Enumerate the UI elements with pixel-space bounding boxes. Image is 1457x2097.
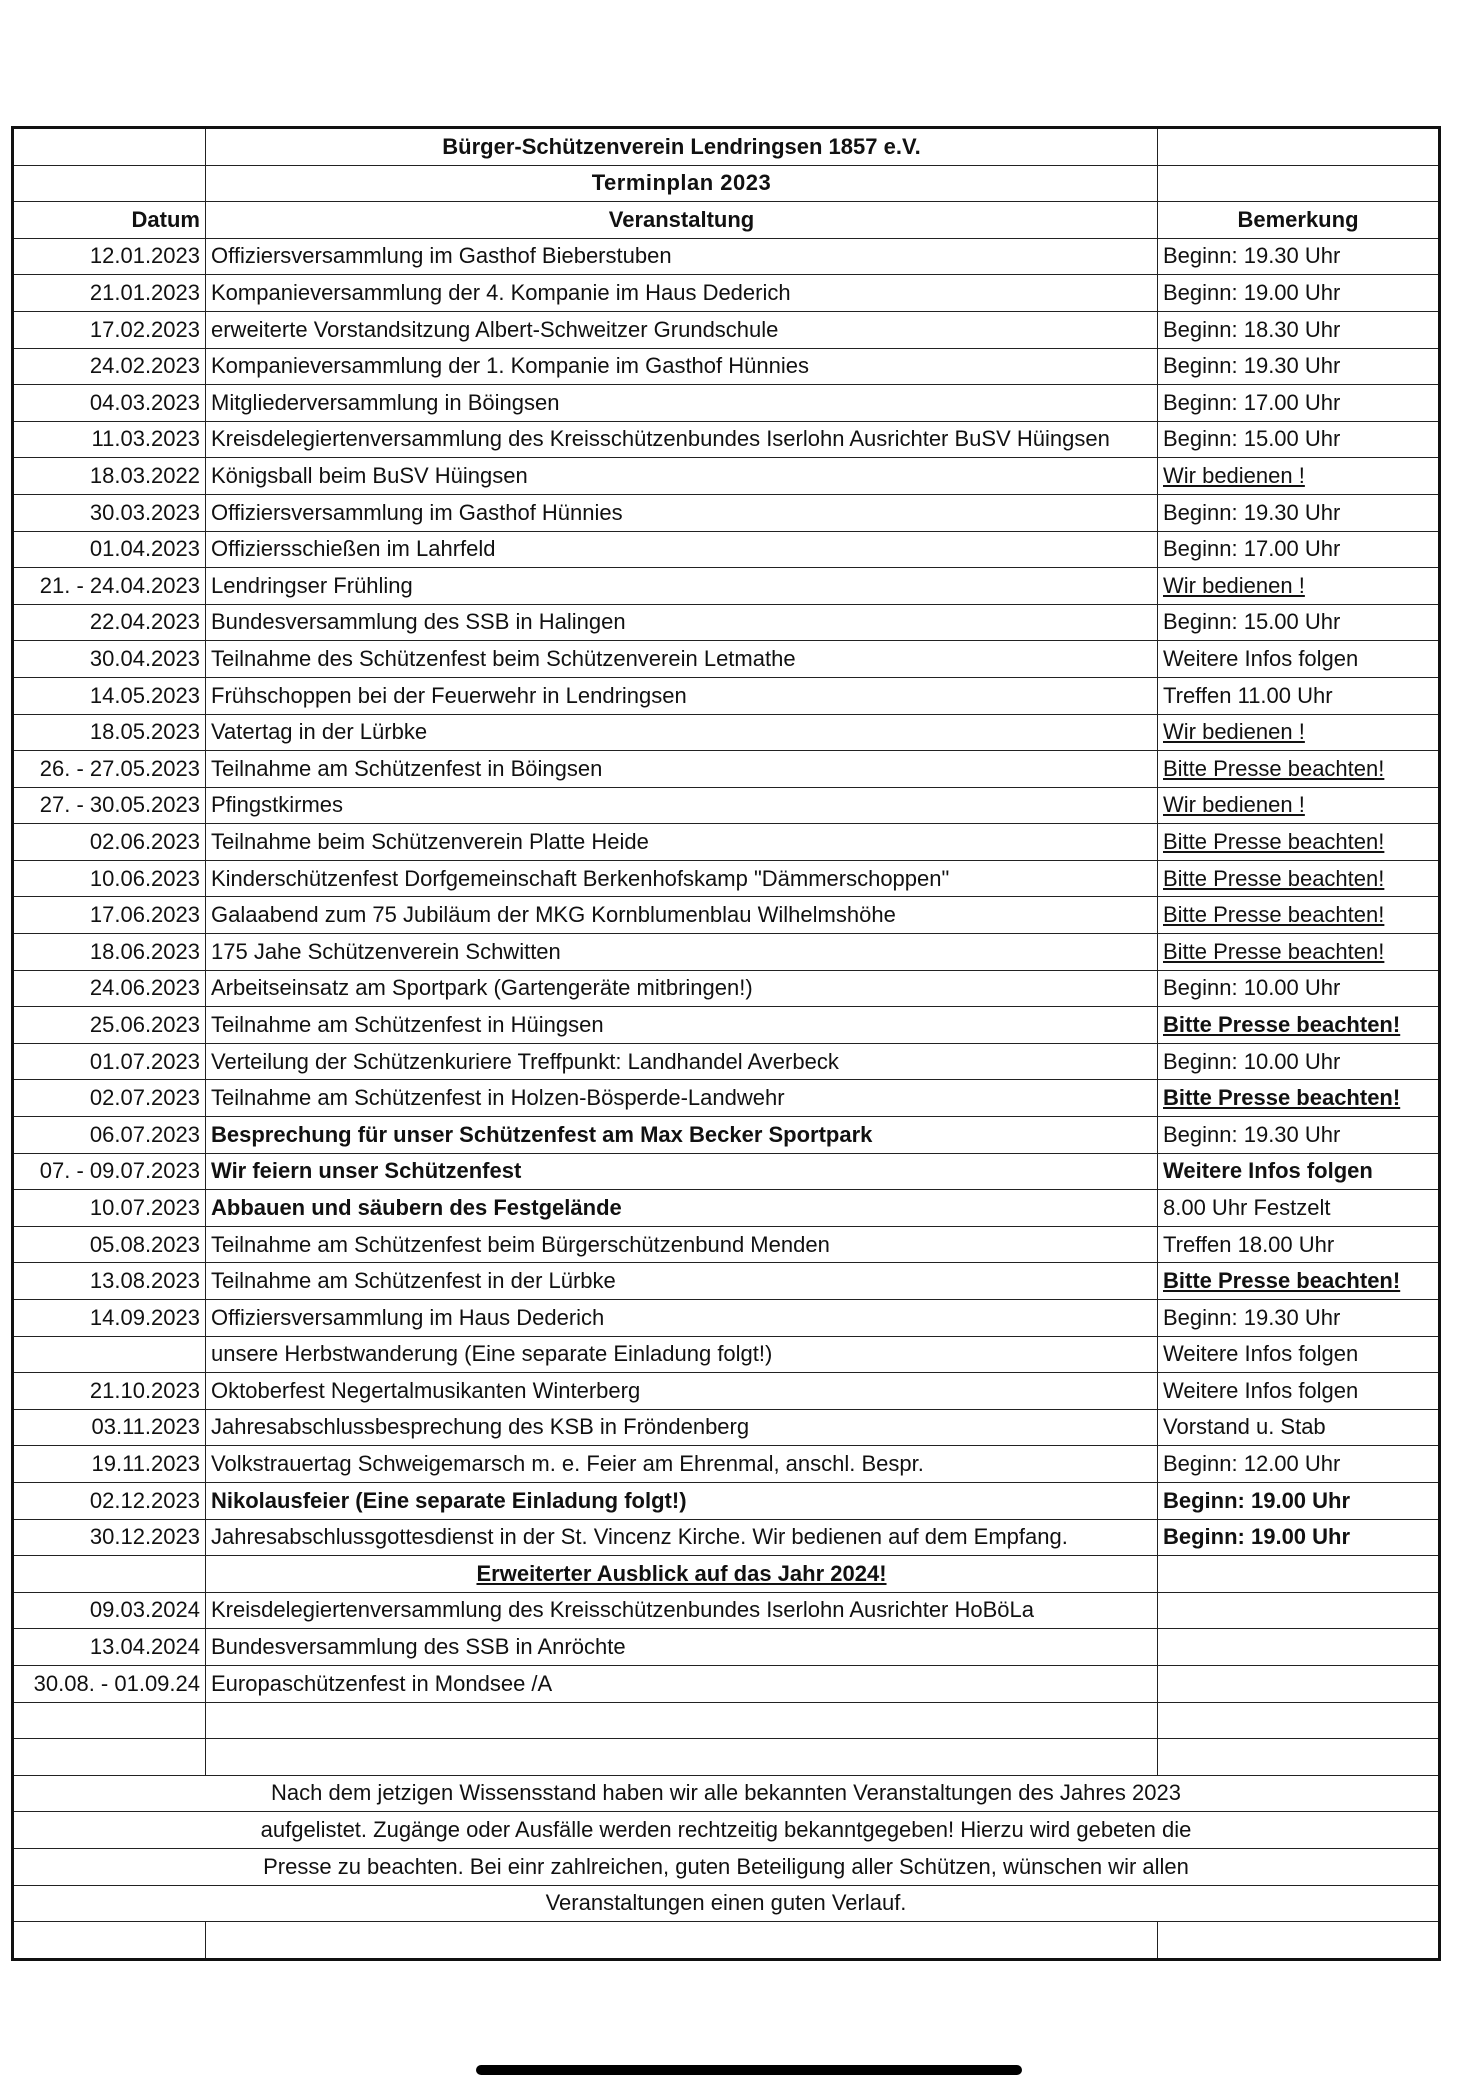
event-date: 10.06.2023 bbox=[13, 860, 206, 897]
event-date: 04.03.2023 bbox=[13, 385, 206, 422]
empty-cell bbox=[13, 1556, 206, 1593]
empty-cell bbox=[1158, 1556, 1440, 1593]
event-name: Nikolausfeier (Eine separate Einladung folgt!) bbox=[206, 1482, 1158, 1519]
event-note: Treffen 11.00 Uhr bbox=[1158, 677, 1440, 714]
event-name: Verteilung der Schützenkuriere Treffpunkt: Landhandel Averbeck bbox=[206, 1043, 1158, 1080]
event-date: 14.05.2023 bbox=[13, 677, 206, 714]
event-name: Wir feiern unser Schützenfest bbox=[206, 1153, 1158, 1190]
closing-note-line: Presse zu beachten. Bei einr zahlreichen, guten Beteiligung aller Schützen, wünschen wir allen bbox=[13, 1848, 1440, 1885]
table-row bbox=[13, 1446, 1440, 1483]
event-note: Beginn: 17.00 Uhr bbox=[1158, 531, 1440, 568]
event-note: Bitte Presse beachten! bbox=[1158, 860, 1440, 897]
event-note: Beginn: 10.00 Uhr bbox=[1158, 970, 1440, 1007]
table-row bbox=[13, 1519, 1440, 1556]
event-date: 02.07.2023 bbox=[13, 1080, 206, 1117]
event-date: 17.06.2023 bbox=[13, 897, 206, 934]
event-name: unsere Herbstwanderung (Eine separate Einladung folgt!) bbox=[206, 1336, 1158, 1373]
table-row bbox=[13, 897, 1440, 934]
event-name: Jahresabschlussbesprechung des KSB in Fröndenberg bbox=[206, 1409, 1158, 1446]
event-note: Wir bedienen ! bbox=[1158, 787, 1440, 824]
event-note: Weitere Infos folgen bbox=[1158, 1153, 1440, 1190]
event-date: 25.06.2023 bbox=[13, 1007, 206, 1044]
event-date: 07. - 09.07.2023 bbox=[13, 1153, 206, 1190]
event-note: Weitere Infos folgen bbox=[1158, 1373, 1440, 1410]
event-name: Abbauen und säubern des Festgelände bbox=[206, 1190, 1158, 1227]
event-name: Volkstrauertag Schweigemarsch m. e. Feier am Ehrenmal, anschl. Bespr. bbox=[206, 1446, 1158, 1483]
event-name: Königsball beim BuSV Hüingsen bbox=[206, 458, 1158, 495]
event-name: Teilnahme am Schützenfest in Böingsen bbox=[206, 751, 1158, 788]
event-name: Bundesversammlung des SSB in Anröchte bbox=[206, 1629, 1158, 1666]
event-name: Jahresabschlussgottesdienst in der St. Vincenz Kirche. Wir bedienen auf dem Empfang. bbox=[206, 1519, 1158, 1556]
event-name: Besprechung für unser Schützenfest am Max Becker Sportpark bbox=[206, 1117, 1158, 1154]
table-row bbox=[13, 494, 1440, 531]
empty-cell bbox=[13, 1922, 206, 1960]
event-date: 26. - 27.05.2023 bbox=[13, 751, 206, 788]
table-row bbox=[13, 348, 1440, 385]
event-date: 10.07.2023 bbox=[13, 1190, 206, 1227]
event-note: Beginn: 19.00 Uhr bbox=[1158, 275, 1440, 312]
table-row bbox=[13, 311, 1440, 348]
outlook-title: Erweiterter Ausblick auf das Jahr 2024! bbox=[206, 1556, 1158, 1593]
table-row bbox=[13, 1629, 1440, 1666]
event-name: Kinderschützenfest Dorfgemeinschaft Berkenhofskamp "Dämmerschoppen" bbox=[206, 860, 1158, 897]
table-row bbox=[13, 568, 1440, 605]
closing-note-line: Veranstaltungen einen guten Verlauf. bbox=[13, 1885, 1440, 1922]
home-indicator-bar bbox=[476, 2065, 1022, 2075]
event-note: Beginn: 10.00 Uhr bbox=[1158, 1043, 1440, 1080]
event-note: Beginn: 19.30 Uhr bbox=[1158, 1300, 1440, 1337]
event-note: Weitere Infos folgen bbox=[1158, 641, 1440, 678]
event-note: Beginn: 15.00 Uhr bbox=[1158, 604, 1440, 641]
event-name: Bundesversammlung des SSB in Halingen bbox=[206, 604, 1158, 641]
event-name: Offiziersschießen im Lahrfeld bbox=[206, 531, 1158, 568]
event-date: 01.07.2023 bbox=[13, 1043, 206, 1080]
table-row bbox=[13, 1080, 1440, 1117]
event-date: 27. - 30.05.2023 bbox=[13, 787, 206, 824]
empty-cell bbox=[13, 1739, 206, 1776]
table-row bbox=[13, 1482, 1440, 1519]
event-date: 01.04.2023 bbox=[13, 531, 206, 568]
event-name: Galaabend zum 75 Jubiläum der MKG Kornblumenblau Wilhelmshöhe bbox=[206, 897, 1158, 934]
event-date: 30.03.2023 bbox=[13, 494, 206, 531]
event-name: Pfingstkirmes bbox=[206, 787, 1158, 824]
event-note: Bitte Presse beachten! bbox=[1158, 897, 1440, 934]
event-note bbox=[1158, 1629, 1440, 1666]
table-row bbox=[13, 1263, 1440, 1300]
event-date: 21.10.2023 bbox=[13, 1373, 206, 1410]
event-name: Frühschoppen bei der Feuerwehr in Lendringsen bbox=[206, 677, 1158, 714]
table-row bbox=[13, 238, 1440, 275]
event-note: Beginn: 17.00 Uhr bbox=[1158, 385, 1440, 422]
closing-note-line: aufgelistet. Zugänge oder Ausfälle werden rechtzeitig bekanntgegeben! Hierzu wird gebeten die bbox=[13, 1812, 1440, 1849]
event-date: 06.07.2023 bbox=[13, 1117, 206, 1154]
table-row bbox=[13, 385, 1440, 422]
event-date: 14.09.2023 bbox=[13, 1300, 206, 1337]
event-name: Offiziersversammlung im Gasthof Hünnies bbox=[206, 494, 1158, 531]
title-row bbox=[13, 128, 1440, 166]
closing-note-row bbox=[13, 1885, 1440, 1922]
event-date: 18.05.2023 bbox=[13, 714, 206, 751]
header-datum: Datum bbox=[13, 202, 206, 239]
empty-cell bbox=[1158, 1702, 1440, 1739]
table-row bbox=[13, 458, 1440, 495]
event-note: Beginn: 19.00 Uhr bbox=[1158, 1482, 1440, 1519]
table-row bbox=[13, 714, 1440, 751]
event-note: 8.00 Uhr Festzelt bbox=[1158, 1190, 1440, 1227]
closing-note-row bbox=[13, 1848, 1440, 1885]
event-name: Offiziersversammlung im Gasthof Bieberstuben bbox=[206, 238, 1158, 275]
event-date: 02.12.2023 bbox=[13, 1482, 206, 1519]
event-note: Bitte Presse beachten! bbox=[1158, 751, 1440, 788]
event-date: 02.06.2023 bbox=[13, 824, 206, 861]
event-date: 13.08.2023 bbox=[13, 1263, 206, 1300]
event-date: 21. - 24.04.2023 bbox=[13, 568, 206, 605]
event-note: Beginn: 19.30 Uhr bbox=[1158, 348, 1440, 385]
table-row bbox=[13, 1043, 1440, 1080]
table-row bbox=[13, 1153, 1440, 1190]
event-name: Teilnahme am Schützenfest in Holzen-Bösperde-Landwehr bbox=[206, 1080, 1158, 1117]
event-date: 24.02.2023 bbox=[13, 348, 206, 385]
table-row bbox=[13, 860, 1440, 897]
empty-row bbox=[13, 1922, 1440, 1960]
table-row bbox=[13, 1190, 1440, 1227]
table-row bbox=[13, 751, 1440, 788]
table-row bbox=[13, 970, 1440, 1007]
event-date bbox=[13, 1336, 206, 1373]
event-date: 05.08.2023 bbox=[13, 1226, 206, 1263]
empty-cell bbox=[1158, 1739, 1440, 1776]
empty-row bbox=[13, 1739, 1440, 1776]
event-note: Wir bedienen ! bbox=[1158, 568, 1440, 605]
event-note: Beginn: 15.00 Uhr bbox=[1158, 421, 1440, 458]
event-date: 11.03.2023 bbox=[13, 421, 206, 458]
document-subtitle: Terminplan 2023 bbox=[206, 165, 1158, 202]
header-row bbox=[13, 202, 1440, 239]
event-note: Beginn: 19.30 Uhr bbox=[1158, 1117, 1440, 1154]
table-row bbox=[13, 677, 1440, 714]
table-row bbox=[13, 1300, 1440, 1337]
event-note: Beginn: 19.30 Uhr bbox=[1158, 494, 1440, 531]
event-date: 30.04.2023 bbox=[13, 641, 206, 678]
event-note: Beginn: 12.00 Uhr bbox=[1158, 1446, 1440, 1483]
table-row bbox=[13, 934, 1440, 971]
event-name: Teilnahme des Schützenfest beim Schützenverein Letmathe bbox=[206, 641, 1158, 678]
event-note: Wir bedienen ! bbox=[1158, 714, 1440, 751]
event-note bbox=[1158, 1665, 1440, 1702]
event-name: 175 Jahe Schützenverein Schwitten bbox=[206, 934, 1158, 971]
empty-cell bbox=[206, 1702, 1158, 1739]
closing-note-row bbox=[13, 1775, 1440, 1812]
empty-row bbox=[13, 1702, 1440, 1739]
subtitle-row bbox=[13, 165, 1440, 202]
table-row bbox=[13, 1336, 1440, 1373]
event-date: 30.08. - 01.09.24 bbox=[13, 1665, 206, 1702]
event-note: Vorstand u. Stab bbox=[1158, 1409, 1440, 1446]
event-note: Bitte Presse beachten! bbox=[1158, 1263, 1440, 1300]
closing-note-row bbox=[13, 1812, 1440, 1849]
event-note: Bitte Presse beachten! bbox=[1158, 1007, 1440, 1044]
event-date: 22.04.2023 bbox=[13, 604, 206, 641]
event-name: Teilnahme am Schützenfest beim Bürgerschützenbund Menden bbox=[206, 1226, 1158, 1263]
event-name: Teilnahme beim Schützenverein Platte Heide bbox=[206, 824, 1158, 861]
outlook-title-row bbox=[13, 1556, 1440, 1593]
table-row bbox=[13, 824, 1440, 861]
event-note: Treffen 18.00 Uhr bbox=[1158, 1226, 1440, 1263]
event-date: 03.11.2023 bbox=[13, 1409, 206, 1446]
event-note: Weitere Infos folgen bbox=[1158, 1336, 1440, 1373]
event-name: Offiziersversammlung im Haus Dederich bbox=[206, 1300, 1158, 1337]
empty-cell bbox=[206, 1922, 1158, 1960]
table-row bbox=[13, 1409, 1440, 1446]
event-date: 12.01.2023 bbox=[13, 238, 206, 275]
empty-cell bbox=[13, 1702, 206, 1739]
table-row bbox=[13, 787, 1440, 824]
empty-cell bbox=[1158, 1922, 1440, 1960]
event-date: 09.03.2024 bbox=[13, 1592, 206, 1629]
table-row bbox=[13, 1226, 1440, 1263]
event-note: Beginn: 19.30 Uhr bbox=[1158, 238, 1440, 275]
event-name: Oktoberfest Negertalmusikanten Winterberg bbox=[206, 1373, 1158, 1410]
table-row bbox=[13, 1592, 1440, 1629]
table-row bbox=[13, 1373, 1440, 1410]
header-bemerkung: Bemerkung bbox=[1158, 202, 1440, 239]
event-name: Kreisdelegiertenversammlung des Kreisschützenbundes Iserlohn Ausrichter BuSV Hüingsen bbox=[206, 421, 1158, 458]
table-row bbox=[13, 421, 1440, 458]
event-date: 18.03.2022 bbox=[13, 458, 206, 495]
event-note: Beginn: 18.30 Uhr bbox=[1158, 311, 1440, 348]
event-date: 19.11.2023 bbox=[13, 1446, 206, 1483]
table-row bbox=[13, 275, 1440, 312]
event-note: Bitte Presse beachten! bbox=[1158, 1080, 1440, 1117]
document-title: Bürger-Schützenverein Lendringsen 1857 e.V. bbox=[206, 128, 1158, 166]
event-date: 17.02.2023 bbox=[13, 311, 206, 348]
event-note: Beginn: 19.00 Uhr bbox=[1158, 1519, 1440, 1556]
closing-note-line: Nach dem jetzigen Wissensstand haben wir alle bekannten Veranstaltungen des Jahres 2023 bbox=[13, 1775, 1440, 1812]
event-date: 21.01.2023 bbox=[13, 275, 206, 312]
header-veranstaltung: Veranstaltung bbox=[206, 202, 1158, 239]
event-name: Arbeitseinsatz am Sportpark (Gartengeräte mitbringen!) bbox=[206, 970, 1158, 1007]
event-note bbox=[1158, 1592, 1440, 1629]
empty-cell bbox=[206, 1739, 1158, 1776]
event-note: Bitte Presse beachten! bbox=[1158, 824, 1440, 861]
table-row bbox=[13, 641, 1440, 678]
event-date: 24.06.2023 bbox=[13, 970, 206, 1007]
table-row bbox=[13, 1665, 1440, 1702]
table-row bbox=[13, 531, 1440, 568]
event-name: Mitgliederversammlung in Böingsen bbox=[206, 385, 1158, 422]
event-name: Teilnahme am Schützenfest in Hüingsen bbox=[206, 1007, 1158, 1044]
event-name: Kreisdelegiertenversammlung des Kreisschützenbundes Iserlohn Ausrichter HoBöLa bbox=[206, 1592, 1158, 1629]
event-name: Kompanieversammlung der 4. Kompanie im Haus Dederich bbox=[206, 275, 1158, 312]
event-date: 30.12.2023 bbox=[13, 1519, 206, 1556]
event-date: 13.04.2024 bbox=[13, 1629, 206, 1666]
event-name: Teilnahme am Schützenfest in der Lürbke bbox=[206, 1263, 1158, 1300]
event-name: Lendringser Frühling bbox=[206, 568, 1158, 605]
event-name: Kompanieversammlung der 1. Kompanie im Gasthof Hünnies bbox=[206, 348, 1158, 385]
table-row bbox=[13, 1007, 1440, 1044]
table-row bbox=[13, 604, 1440, 641]
event-name: Vatertag in der Lürbke bbox=[206, 714, 1158, 751]
event-name: Europaschützenfest in Mondsee /A bbox=[206, 1665, 1158, 1702]
event-note: Bitte Presse beachten! bbox=[1158, 934, 1440, 971]
event-name: erweiterte Vorstandsitzung Albert-Schweitzer Grundschule bbox=[206, 311, 1158, 348]
event-note: Wir bedienen ! bbox=[1158, 458, 1440, 495]
schedule-table bbox=[11, 126, 1441, 1961]
table-row bbox=[13, 1117, 1440, 1154]
event-date: 18.06.2023 bbox=[13, 934, 206, 971]
